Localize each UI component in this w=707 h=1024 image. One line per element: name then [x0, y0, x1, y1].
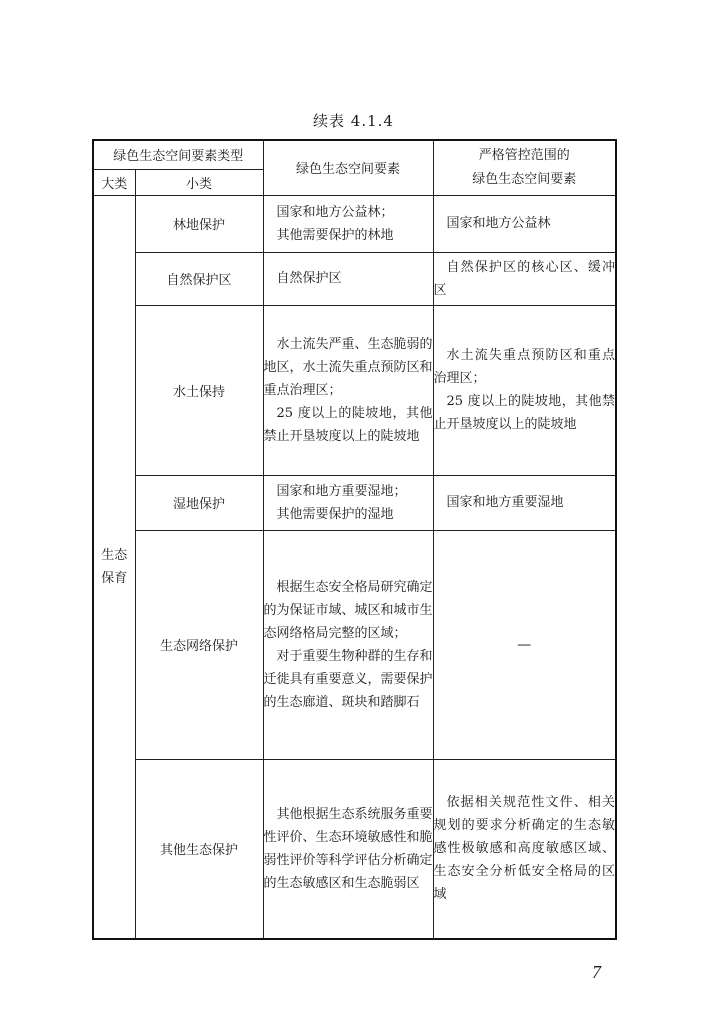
elements-line: 自然保护区 [276, 271, 342, 286]
strict-line: 自然保护区的核心区、缓冲区 [433, 259, 616, 298]
table-row [93, 475, 616, 530]
strict-line: 25 度以上的陡坡地，其他禁止开垦坡度以上的陡坡地 [433, 394, 616, 432]
minor-cell: 林地保护 [135, 195, 263, 252]
page-number: 7 [592, 962, 601, 982]
minor-cell: 湿地保护 [135, 475, 263, 530]
table-row [93, 195, 616, 252]
elements-line: 其他需要保护的湿地 [276, 506, 394, 522]
elements-line: 25 度以上的陡坡地，其他禁止开垦坡度以上的陡坡地 [263, 405, 433, 444]
strict-line: 国家和地方公益林 [446, 216, 551, 231]
elements-line: 水土流失严重、生态脆弱的地区，水土流失重点预防区和重点治理区； [263, 336, 433, 398]
elements-line: 国家和地方重要湿地； [276, 483, 407, 499]
category-cell: 生态 保育 [93, 195, 135, 939]
elements-line: 其他根据生态系统服务重要性评价、生态环境敏感性和脆弱性评价等科学评估分析确定的生态敏感区和生态脆弱区 [263, 806, 433, 891]
strict-cell: — [433, 530, 616, 759]
elements-line: 其他需要保护的林地 [276, 227, 394, 243]
strict-cell [433, 195, 616, 252]
strict-cell [433, 305, 616, 475]
elements-line: 国家和地方公益林； [276, 204, 394, 220]
table-caption: 续表 4.1.4 [313, 112, 394, 130]
strict-cell [433, 759, 616, 939]
elements-cell [263, 759, 433, 939]
minor-cell: 生态网络保护 [135, 530, 263, 759]
elements-cell [263, 252, 433, 305]
elements-cell [263, 305, 433, 475]
strict-line: 国家和地方重要湿地 [446, 495, 564, 510]
minor-cell: 自然保护区 [135, 252, 263, 305]
header-minor: 小类 [135, 169, 263, 195]
strict-cell [433, 252, 616, 305]
strict-line: 依据相关规范性文件、相关规划的要求分析确定的生态敏感性极敏感和高度敏感区域、生态安全分析低安全格局的区域 [433, 795, 616, 903]
elements-cell [263, 530, 433, 759]
elements-cell [263, 195, 433, 252]
header-strict: 严格管控范围的 绿色生态空间要素 [433, 140, 616, 195]
green-space-table [92, 139, 617, 940]
table-row [93, 530, 616, 759]
strict-line: 水土流失重点预防区和重点治理区； [433, 348, 616, 386]
elements-cell [263, 475, 433, 530]
strict-cell [433, 475, 616, 530]
elements-line: 对于重要生物种群的生存和迁徙具有重要意义，需要保护的生态廊道、斑块和踏脚石 [263, 648, 433, 710]
table-row [93, 305, 616, 475]
elements-line: 根据生态安全格局研究确定的为保证市域、城区和城市生态网络格局完整的区域； [263, 579, 433, 641]
header-elements: 绿色生态空间要素 [263, 140, 433, 195]
table-row [93, 759, 616, 939]
header-group: 绿色生态空间要素类型 [93, 140, 263, 169]
minor-cell: 其他生态保护 [135, 759, 263, 939]
minor-cell: 水土保持 [135, 305, 263, 475]
header-major: 大类 [93, 169, 135, 195]
table-row [93, 252, 616, 305]
